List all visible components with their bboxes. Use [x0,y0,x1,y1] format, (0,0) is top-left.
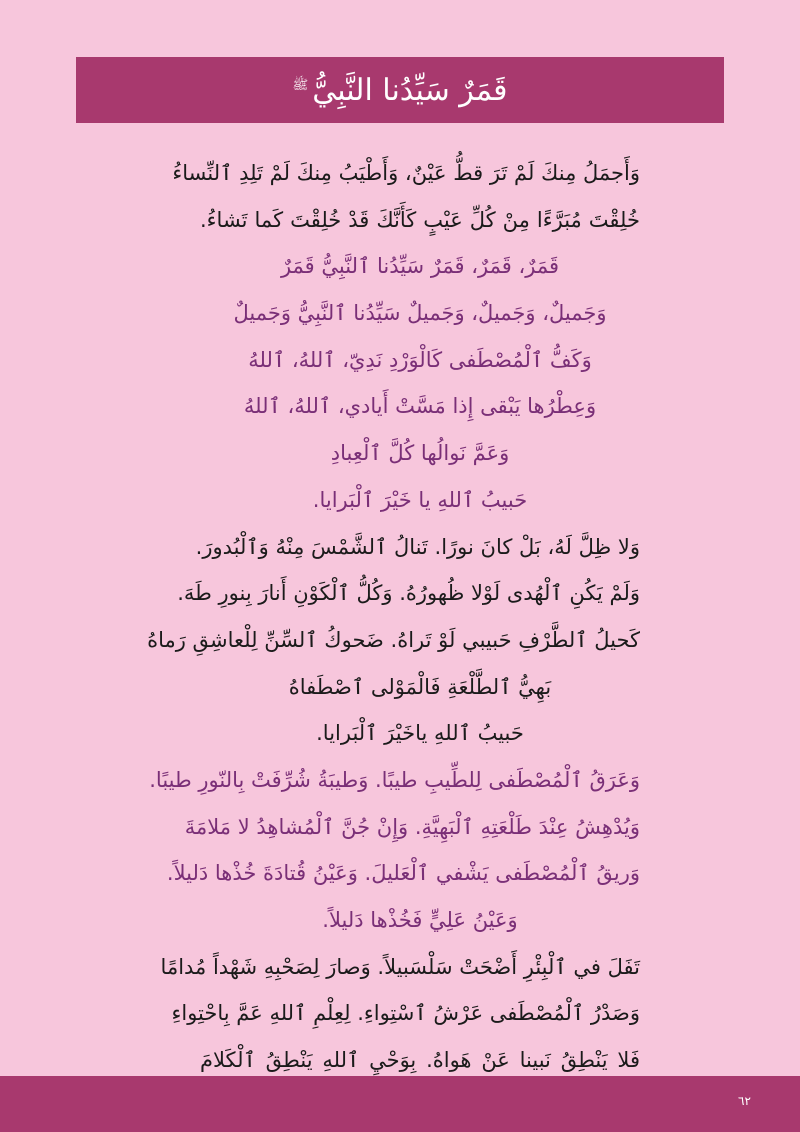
poem-line: وَعِطْرُها يَبْقى إِذا مَسَّتْ أَيادي، ٱللهُ، ٱللهُ [243,394,597,419]
poem-line: حَبيبُ ٱللهِ ياخَيْرَ ٱلْبَرايا. [316,721,524,746]
poem-line: وَعَيْنُ عَلِيٍّ فَخُذْها دَليلاً. [322,908,518,932]
poem-line: قَمَرٌ، قَمَرٌ، قَمَرٌ سَيِّدُنا ٱلنَّبِيُّ قَمَرٌ [280,254,560,279]
poem-line: بَهِيُّ ٱلطَّلْعَةِ فَالْمَوْلى ٱصْطَفاهُ [288,674,552,699]
poem-line: وَيُدْهِشُ عِنْدَ طَلْعَتِهِ ٱلْبَهِيَّةِ. وَإِنْ جُنَّ ٱلْمُشاهِدُ لا مَلامَةَ [184,814,640,839]
poem-line: كَحيلُ ٱلطَّرْفِ حَبيبي لَوْ تَراهُ. ضَحوكُ ٱلسِّنِّ لِلْعاشِقِ رَماهُ [147,627,640,652]
title-text: قَمَرٌ سَيِّدُنا النَّبِيُّ [312,72,508,108]
poem-line: تَفَلَ في ٱلْبِئْرِ أَضْحَتْ سَلْسَبيلاً. وَصارَ لِصَحْبِهِ شَهْداً مُدامًا [160,954,640,979]
page-title [292,73,507,108]
poem-line: وَكَفُّ ٱلْمُصْطَفى كَالْوَرْدِ نَدِيّ، ٱللهُ، ٱللهُ [248,347,592,372]
poem-line: وَعَرَقُ ٱلْمُصْطَفى لِلطِّيبِ طيبًا. وَطيبَةُ شُرِّفَتْ بِالنّورِ طيبًا. [149,767,640,792]
poem-line: وَريقُ ٱلْمُصْطَفى يَشْفي ٱلْعَليلَ. وَعَيْنُ قُتادَةَ خُذْها دَليلاً. [166,861,640,886]
poem-line: وَلا ظِلَّ لَهُ، بَلْ كانَ نورًا. تَنالُ ٱلشَّمْسَ مِنْهُ وَٱلْبُدورَ. [195,534,640,559]
poem-line: وَعَمَّ نَوالُها كُلَّ ٱلْعِبادِ [330,441,510,466]
poem-line: حَبيبُ ٱللهِ يا خَيْرَ ٱلْبَرايا. [312,487,528,512]
poem-body [147,150,640,1084]
title-bar [76,57,724,123]
poem-line: خُلِقْتَ مُبَرَّءًا مِنْ كُلِّ عَيْبٍ كَأَنَّكَ قَدْ خُلِقْتَ كَما تَشاءُ. [200,207,640,232]
honorific: ﷺ [292,77,309,93]
poem-line: فَلا يَنْطِقُ نَبينا عَنْ هَواهُ. بِوَحْيِ ٱللهِ يَنْطِقُ ٱلْكَلامَ [200,1048,640,1073]
footer-bar [0,1076,800,1132]
poem-line: وَأَجمَلُ مِنكَ لَمْ تَرَ قطُّ عَيْنٌ، وَأَطْيَبُ مِنكَ لَمْ تَلِدِ ٱلنِّساءُ [172,161,640,185]
page-number: ٦٢ [738,1094,751,1108]
poem-line: وَجَميلٌ، وَجَميلٌ، وَجَميلٌ سَيِّدُنا ٱلنَّبِيُّ وَجَميلٌ [233,301,607,326]
poem-line: وَلَمْ يَكُنِ ٱلْهُدى لَوْلا ظُهورُهُ. وَكُلُّ ٱلْكَوْنِ أَنارَ بِنورِ طَهَ. [177,581,640,606]
poem-line: وَصَدْرُ ٱلْمُصْطَفى عَرْشُ ٱسْتِواءِ. لِعِلْمِ ٱللهِ عَمَّ بِاحْتِواءِ [171,1001,640,1026]
